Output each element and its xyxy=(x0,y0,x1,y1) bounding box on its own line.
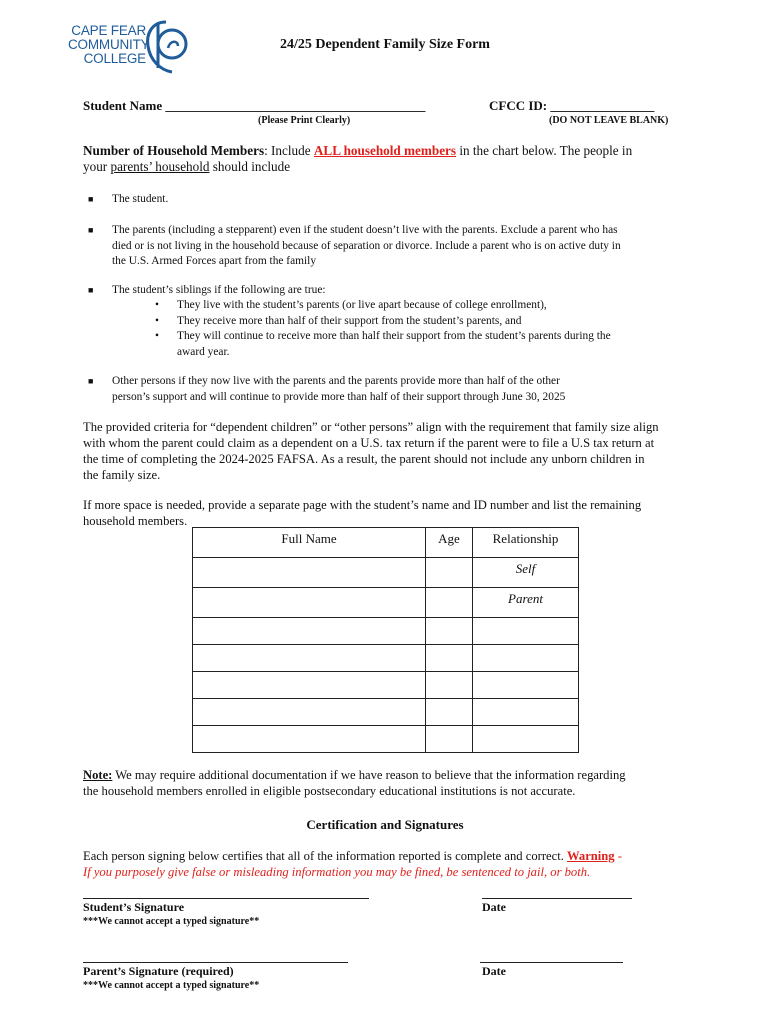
parent-signature-note: ***We cannot accept a typed signature** xyxy=(83,980,260,991)
student-date-label: Date xyxy=(482,900,506,914)
dot-bullet-icon: • xyxy=(155,299,159,311)
cell-relationship[interactable] xyxy=(473,672,579,699)
household-members-table xyxy=(192,527,579,753)
logo-line-2: COMMUNITY xyxy=(68,37,150,52)
student-date-line[interactable] xyxy=(482,898,632,899)
dot-bullet-icon: • xyxy=(155,330,159,342)
extra-space-line-1: If more space is needed, provide a separate page with the student’s name and ID number and list the remaining xyxy=(83,498,642,512)
cell-full-name[interactable] xyxy=(193,558,426,588)
cell-age[interactable] xyxy=(426,588,473,618)
note-line-2: the household members enrolled in eligible postsecondary educational institutions is not accurate. xyxy=(83,784,576,798)
student-signature-note: ***We cannot accept a typed signature** xyxy=(83,916,260,927)
household-text-1: : Include xyxy=(264,143,314,158)
sibling-condition-3-cont: award year. xyxy=(177,345,230,358)
parent-date-label: Date xyxy=(482,964,506,978)
table-row xyxy=(193,558,579,588)
header-relationship: Relationship xyxy=(473,528,579,558)
cell-relationship[interactable] xyxy=(473,726,579,753)
bullet-parents-line-2: died or is not living in the household because of separation or divorce. Include a parent who is on active duty in xyxy=(112,239,621,252)
table-row xyxy=(193,645,579,672)
header-age: Age xyxy=(426,528,473,558)
extra-space-line-2: household members. xyxy=(83,514,188,528)
criteria-line-2: with whom the parent could claim as a dependent on a U.S. tax return if the parent were to file a U.S tax return at xyxy=(83,436,655,450)
note-line-1: We may require additional documentation if we have reason to believe that the information regarding xyxy=(112,768,626,782)
cell-age[interactable] xyxy=(426,558,473,588)
sibling-condition-2 xyxy=(155,314,675,330)
household-intro xyxy=(83,143,693,175)
table-header-row xyxy=(193,528,579,558)
table-row xyxy=(193,618,579,645)
sibling-condition-2-text: They receive more than half of their support from the student’s parents, and xyxy=(177,314,522,327)
student-name-hint: (Please Print Clearly) xyxy=(258,115,351,126)
square-bullet-icon: ■ xyxy=(88,225,94,235)
sibling-condition-1 xyxy=(155,298,675,314)
cell-age[interactable] xyxy=(426,618,473,645)
cell-full-name[interactable] xyxy=(193,645,426,672)
household-text-2: in the chart below. The people in xyxy=(456,143,633,158)
form-title: 24/25 Dependent Family Size Form xyxy=(280,37,490,52)
criteria-paragraph xyxy=(83,419,703,483)
warning-dash: - xyxy=(614,849,622,863)
cfcc-id-hint: (DO NOT LEAVE BLANK) xyxy=(549,115,669,126)
table-row xyxy=(193,726,579,753)
certification-paragraph xyxy=(83,848,703,880)
logo-line-1: CAPE FEAR xyxy=(71,23,146,38)
cell-full-name[interactable] xyxy=(193,672,426,699)
cell-relationship[interactable]: Parent xyxy=(473,588,579,618)
square-bullet-icon: ■ xyxy=(88,285,94,295)
bullet-other-line-1: Other persons if they now live with the parents and the parents provide more than half of the other xyxy=(112,375,560,387)
bullet-other-line-2: person’s support and will continue to provide more than half of their support through June 30, 2025 xyxy=(112,390,566,403)
square-bullet-icon: ■ xyxy=(88,194,94,204)
student-signature-line[interactable] xyxy=(83,898,369,899)
header-full-name: Full Name xyxy=(193,528,426,558)
dot-bullet-icon: • xyxy=(155,314,159,327)
bullet-other-persons xyxy=(112,374,692,405)
warning-text: If you purposely give false or misleading information you may be fined, be sentenced to jail, or both. xyxy=(83,865,591,879)
student-signature-label: Student’s Signature xyxy=(83,900,185,914)
logo-line-3: COLLEGE xyxy=(83,51,146,66)
cell-full-name[interactable] xyxy=(193,588,426,618)
cell-full-name[interactable] xyxy=(193,618,426,645)
household-line2-underline: parents’ household xyxy=(110,159,210,174)
cell-age[interactable] xyxy=(426,672,473,699)
bullet-parents xyxy=(112,223,692,270)
warning-label: Warning xyxy=(567,849,615,863)
bullet-parents-line-3: the U.S. Armed Forces apart from the family xyxy=(112,255,317,267)
criteria-line-3: the time of completing the 2024-2025 FAFSA. As a result, the parent should not include any unborn children in xyxy=(83,452,645,466)
cell-age[interactable] xyxy=(426,726,473,753)
certification-line-1: Each person signing below certifies that all of the information reported is complete and correct. xyxy=(83,849,567,863)
table-row xyxy=(193,672,579,699)
cell-age[interactable] xyxy=(426,645,473,672)
cfcc-id-field[interactable]: CFCC ID: ________________ xyxy=(489,98,655,113)
household-heading: Number of Household Members xyxy=(83,143,265,158)
note-label: Note: xyxy=(83,768,113,782)
criteria-line-1: The provided criteria for “dependent children” or “other persons” align with the requirement that family size align xyxy=(83,420,659,434)
student-name-field[interactable]: Student Name ________________________________________ xyxy=(83,98,426,113)
household-line2-pre: your xyxy=(83,159,111,174)
cell-relationship[interactable]: Self xyxy=(473,558,579,588)
table-row xyxy=(193,588,579,618)
cell-full-name[interactable] xyxy=(193,726,426,753)
certification-heading: Certification and Signatures xyxy=(306,817,464,832)
square-bullet-icon: ■ xyxy=(88,376,94,386)
table-row xyxy=(193,699,579,726)
cell-relationship[interactable] xyxy=(473,645,579,672)
bullet-parents-line-1: The parents (including a stepparent) even if the student doesn’t live with the parents. Exclude a parent who has xyxy=(112,224,618,236)
sibling-condition-1-text: They live with the student’s parents (or live apart because of college enrollment), xyxy=(177,299,547,311)
cell-relationship[interactable] xyxy=(473,699,579,726)
parent-signature-label: Parent’s Signature (required) xyxy=(83,964,234,978)
parent-signature-line[interactable] xyxy=(83,962,348,963)
household-line2-post: should include xyxy=(209,159,291,174)
criteria-line-4: the family size. xyxy=(83,468,161,482)
sibling-condition-3-text: They will continue to receive more than half their support from the student’s parents during the xyxy=(177,330,611,342)
bullet-student: The student. xyxy=(112,193,169,205)
note-paragraph xyxy=(83,767,703,799)
extra-space-paragraph xyxy=(83,497,703,529)
sibling-condition-3 xyxy=(155,329,675,345)
household-highlight: ALL household members xyxy=(313,143,457,158)
cell-full-name[interactable] xyxy=(193,699,426,726)
sibling-conditions xyxy=(155,298,675,360)
parent-date-line[interactable] xyxy=(480,962,623,963)
bullet-siblings: The student’s siblings if the following are true: xyxy=(112,284,326,296)
cell-age[interactable] xyxy=(426,699,473,726)
cell-relationship[interactable] xyxy=(473,618,579,645)
